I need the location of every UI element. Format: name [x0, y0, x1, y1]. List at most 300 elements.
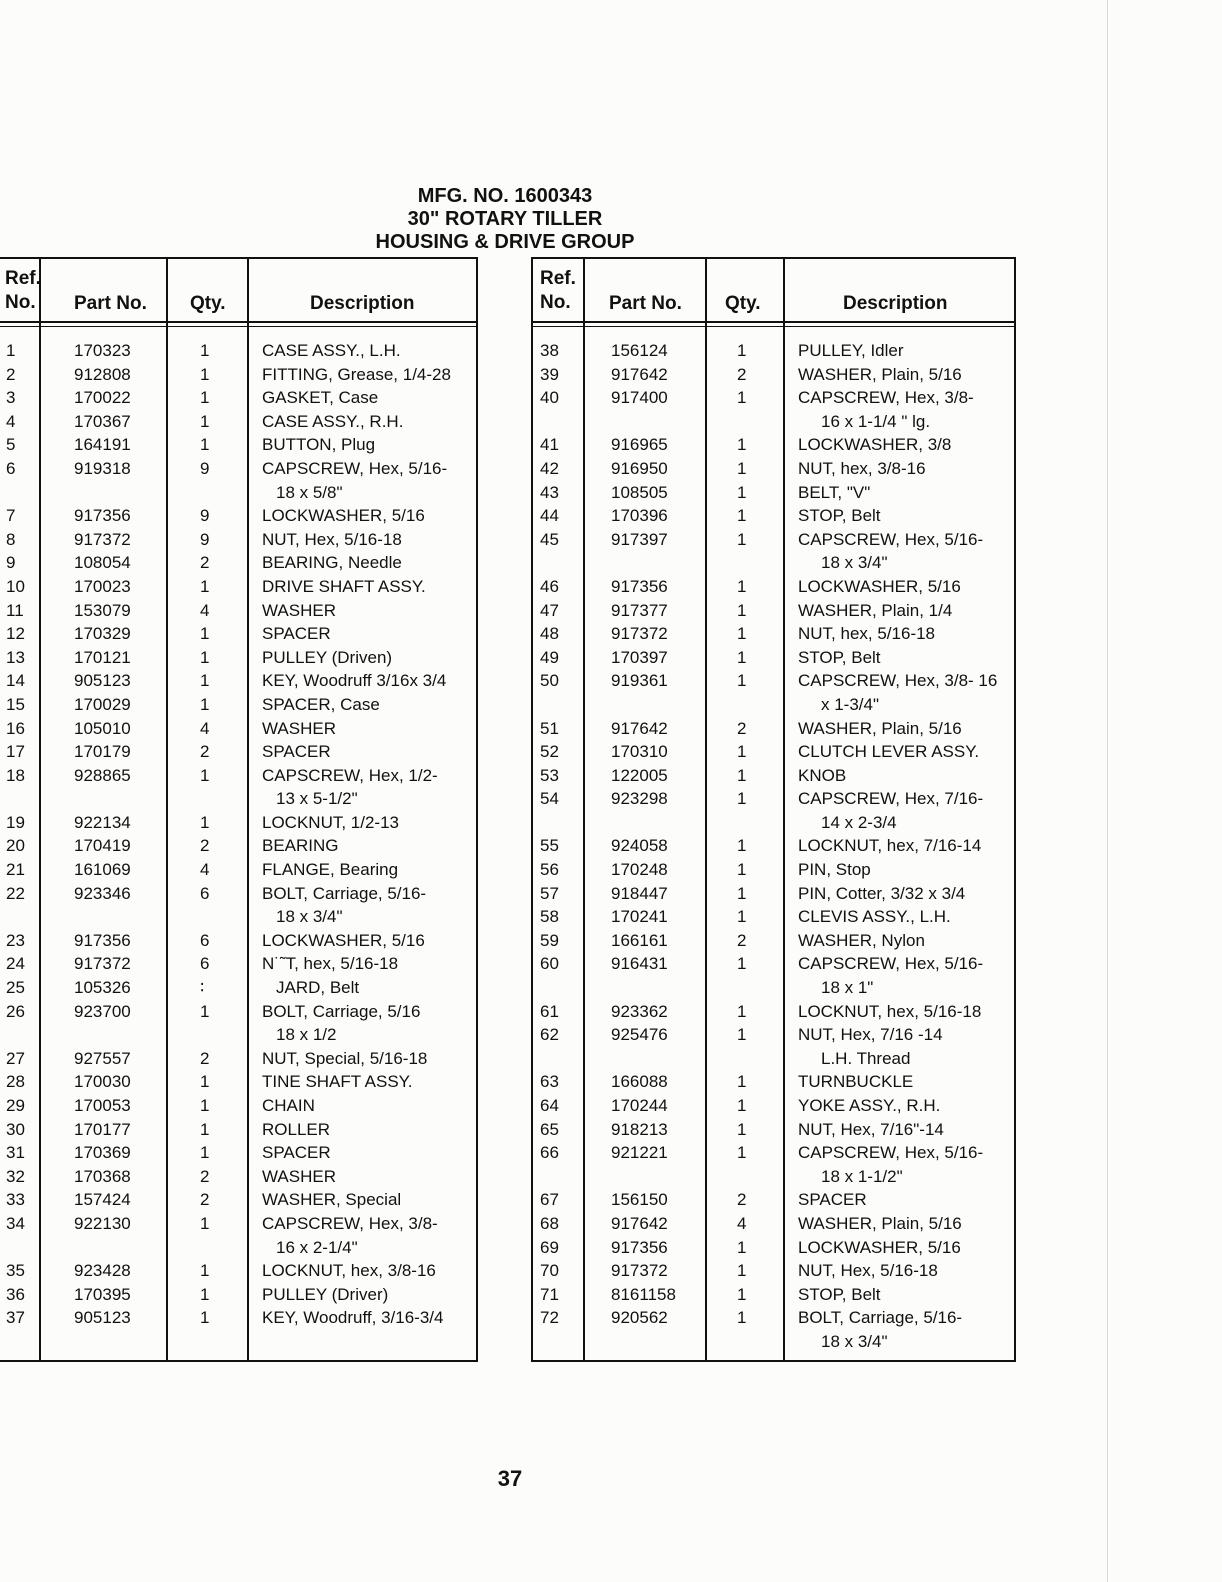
part-number: 916965: [611, 435, 668, 455]
description: CASE ASSY., L.H.: [262, 341, 401, 360]
table-row: [0, 599, 476, 623]
table-row: [0, 363, 476, 387]
quantity: 6: [200, 930, 210, 950]
table-row: [0, 882, 476, 906]
table-row: [0, 669, 476, 693]
table-row: [533, 575, 1014, 599]
part-number: 156124: [611, 341, 668, 360]
ref-number: 59: [540, 930, 559, 950]
quantity: 2: [737, 718, 747, 738]
table-row: [533, 1141, 1014, 1165]
ref-number: 69: [540, 1237, 559, 1257]
description: PIN, Cotter, 3/32 x 3/4: [798, 883, 966, 903]
quantity: 1: [737, 789, 747, 809]
description: STOP, Belt: [798, 647, 881, 667]
col-header-part-no: Part No.: [74, 293, 147, 314]
part-number: 170395: [74, 1284, 131, 1304]
quantity: 1: [200, 671, 210, 691]
header-rule: [533, 321, 1014, 327]
table-row: [0, 457, 476, 481]
table-row: [533, 1330, 1014, 1354]
description: WASHER, Nylon: [798, 930, 925, 950]
table-row: [533, 1188, 1014, 1212]
quantity: 1: [737, 1096, 747, 1115]
ref-number: 36: [6, 1284, 25, 1304]
quantity: 1: [200, 694, 210, 714]
description: FLANGE, Bearing: [262, 860, 399, 880]
ref-number: 22: [6, 883, 25, 903]
table-row: [0, 1236, 476, 1260]
ref-number: 46: [540, 576, 559, 596]
ref-number: 68: [540, 1213, 559, 1233]
description: BEARING: [262, 836, 339, 856]
table-row: [0, 1212, 476, 1236]
ref-number: 18: [6, 765, 25, 785]
quantity: 1: [737, 671, 747, 691]
description: SPACER, Case: [262, 694, 380, 714]
description: KEY, Woodruff 3/16x 3/4: [262, 671, 447, 691]
part-number: 918447: [611, 883, 668, 903]
description: CAPSCREW, Hex, 1/2-: [262, 765, 438, 785]
description: BUTTON, Plug: [262, 435, 376, 455]
quantity: 1: [200, 1072, 210, 1092]
part-number: 917356: [74, 506, 131, 526]
description: 18 x 1-1/2": [821, 1166, 903, 1186]
description: PULLEY (Driven): [262, 647, 393, 667]
product-title: 30" ROTARY TILLER: [407, 208, 603, 230]
part-number: 921221: [611, 1143, 668, 1163]
description: WASHER: [262, 1166, 336, 1186]
part-number: 917642: [611, 1213, 668, 1233]
table-row: [0, 811, 476, 835]
table-row: [533, 457, 1014, 481]
table-row: [0, 1141, 476, 1165]
quantity: 1: [737, 1072, 747, 1092]
quantity: 1: [200, 411, 210, 431]
description: SPACER: [798, 1190, 867, 1210]
part-number: 923346: [74, 883, 131, 903]
quantity: 1: [737, 529, 747, 549]
quantity: 2: [200, 1048, 210, 1068]
ref-number: 71: [540, 1284, 559, 1304]
part-number: 170248: [611, 860, 668, 880]
part-number: 170179: [74, 742, 131, 762]
part-number: 157424: [74, 1190, 131, 1210]
description: CAPSCREW, Hex, 5/16-: [262, 458, 448, 478]
table-row: [533, 1283, 1014, 1307]
quantity: 1: [200, 435, 210, 455]
quantity: 1: [200, 388, 210, 408]
table-row: [0, 1188, 476, 1212]
table-row: [533, 787, 1014, 811]
quantity: 1: [737, 1119, 747, 1139]
description: LOCKWASHER, 5/16: [798, 1237, 961, 1257]
quantity: 1: [737, 836, 747, 856]
quantity: 2: [200, 836, 210, 856]
col-header-qty: Qty.: [725, 293, 761, 314]
ref-number: 64: [540, 1096, 559, 1115]
table-row: [0, 386, 476, 410]
table-row: [533, 386, 1014, 410]
quantity: 1: [200, 624, 210, 644]
group-title: HOUSING & DRIVE GROUP: [375, 231, 635, 253]
ref-number: 63: [540, 1072, 559, 1092]
table-row: [0, 1306, 476, 1330]
description: STOP, Belt: [798, 506, 881, 526]
description: L.H. Thread: [821, 1048, 911, 1068]
page-number: 37: [497, 1466, 523, 1491]
quantity: 1: [200, 1284, 210, 1304]
quantity: 1: [200, 364, 210, 384]
part-number: 905123: [74, 1308, 131, 1328]
table-row: [0, 504, 476, 528]
table-row: [0, 929, 476, 953]
ref-number: 26: [6, 1001, 25, 1021]
quantity: 1: [200, 1261, 210, 1281]
table-row: [0, 764, 476, 788]
description: JARD, Belt: [276, 978, 360, 998]
quantity: 1: [200, 765, 210, 785]
description: LOCKWASHER, 3/8: [798, 435, 952, 455]
ref-number: 44: [540, 506, 559, 526]
table-row: [0, 976, 476, 1000]
table-row: [533, 1023, 1014, 1047]
part-number: 170023: [74, 576, 131, 596]
table-row: [533, 1306, 1014, 1330]
table-row: [533, 693, 1014, 717]
description: LOCKNUT, 1/2-13: [262, 812, 399, 832]
ref-number: 60: [540, 954, 559, 974]
header-rule: [0, 321, 476, 327]
table-row: [0, 952, 476, 976]
quantity: 1: [737, 576, 747, 596]
ref-number: 38: [540, 341, 559, 360]
description: FITTING, Grease, 1/4-28: [262, 364, 451, 384]
table-row: [0, 1094, 476, 1118]
description: WASHER: [262, 600, 336, 620]
table-row: [533, 599, 1014, 623]
quantity: 1: [200, 1096, 210, 1115]
part-number: 108054: [74, 553, 131, 573]
ref-number: 7: [6, 506, 16, 526]
col-header-ref: Ref. No.: [5, 268, 41, 313]
scan-edge-line: [1107, 0, 1108, 1582]
part-number: 166088: [611, 1072, 668, 1092]
description: SPACER: [262, 1143, 331, 1163]
col-header-part-no: Part No.: [609, 293, 682, 314]
table-row: [0, 740, 476, 764]
ref-number: 47: [540, 600, 559, 620]
description: SPACER: [262, 624, 331, 644]
part-number: 170329: [74, 624, 131, 644]
table-row: [0, 693, 476, 717]
ref-number: 50: [540, 671, 559, 691]
part-number: 917372: [611, 624, 668, 644]
quantity: 1: [737, 954, 747, 974]
description: 18 x 1/2: [276, 1025, 337, 1045]
ref-number: 55: [540, 836, 559, 856]
table-row: [0, 551, 476, 575]
part-number: 170419: [74, 836, 131, 856]
table-row: [533, 551, 1014, 575]
col-header-description: Description: [843, 293, 948, 314]
description: CAPSCREW, Hex, 3/8- 16: [798, 671, 998, 691]
ref-number: 16: [6, 718, 25, 738]
description: NUT, Hex, 5/16-18: [798, 1261, 938, 1281]
part-number: 164191: [74, 435, 131, 455]
ref-number: 41: [540, 435, 559, 455]
ref-number: 53: [540, 765, 559, 785]
description: BELT, "V": [798, 482, 871, 502]
ref-number: 61: [540, 1001, 559, 1021]
description: WASHER, Special: [262, 1190, 402, 1210]
table-row: [533, 764, 1014, 788]
part-number: 923298: [611, 789, 668, 809]
table-row: [0, 410, 476, 434]
quantity: 1: [737, 1261, 747, 1281]
description: 16 x 2-1/4": [276, 1237, 358, 1257]
part-number: 156150: [611, 1190, 668, 1210]
ref-number: 17: [6, 742, 25, 762]
description: 18 x 3/4": [821, 1331, 888, 1351]
table-row: [0, 481, 476, 505]
part-number: 105010: [74, 718, 131, 738]
quantity: 1: [200, 1001, 210, 1021]
table-row: [533, 481, 1014, 505]
part-number: 170053: [74, 1096, 131, 1115]
part-number: 170310: [611, 742, 668, 762]
part-number: 917642: [611, 364, 668, 384]
description: BOLT, Carriage, 5/16: [262, 1001, 421, 1021]
part-number: 918213: [611, 1119, 668, 1139]
description: BOLT, Carriage, 5/16-: [262, 883, 427, 903]
quantity: 1: [737, 458, 747, 478]
left-rows: [0, 339, 476, 1330]
table-row: [0, 1283, 476, 1307]
quantity: 2: [737, 930, 747, 950]
quantity: 1: [200, 576, 210, 596]
ref-number: 48: [540, 624, 559, 644]
part-number: 170397: [611, 647, 668, 667]
table-row: [533, 1047, 1014, 1071]
part-number: 917372: [74, 954, 131, 974]
description: LOCKNUT, hex, 5/16-18: [798, 1001, 982, 1021]
part-number: 170368: [74, 1166, 131, 1186]
ref-number: 62: [540, 1025, 559, 1045]
quantity: 2: [737, 1190, 747, 1210]
ref-number: 34: [6, 1213, 25, 1233]
quantity: 6: [200, 883, 210, 903]
table-row: [533, 905, 1014, 929]
description: LOCKNUT, hex, 7/16-14: [798, 836, 982, 856]
table-row: [533, 646, 1014, 670]
table-row: [533, 834, 1014, 858]
quantity: 9: [200, 529, 210, 549]
table-row: [0, 1023, 476, 1047]
part-number: 170396: [611, 506, 668, 526]
ref-number: 65: [540, 1119, 559, 1139]
description: CAPSCREW, Hex, 7/16-: [798, 789, 984, 809]
table-row: [0, 575, 476, 599]
part-number: 170029: [74, 694, 131, 714]
table-row: [533, 1094, 1014, 1118]
ref-number: 70: [540, 1261, 559, 1281]
description: CASE ASSY., R.H.: [262, 411, 404, 431]
part-number: 161069: [74, 860, 131, 880]
table-row: [533, 811, 1014, 835]
ref-number: 21: [6, 860, 25, 880]
part-number: 919361: [611, 671, 668, 691]
part-number: 166161: [611, 930, 668, 950]
col-header-ref: Ref. No.: [540, 268, 576, 313]
quantity: 1: [200, 812, 210, 832]
ref-number: 27: [6, 1048, 25, 1068]
ref-number: 67: [540, 1190, 559, 1210]
description: ROLLER: [262, 1119, 331, 1139]
description: CAPSCREW, Hex, 5/16-: [798, 529, 984, 549]
table-row: [533, 1118, 1014, 1142]
quantity: 1: [737, 1284, 747, 1304]
ref-number: 12: [6, 624, 25, 644]
ref-number: 45: [540, 529, 559, 549]
ref-number: 1: [6, 341, 16, 360]
part-number: 153079: [74, 600, 131, 620]
part-number: 912808: [74, 364, 131, 384]
table-row: [0, 905, 476, 929]
quantity: 1: [737, 506, 747, 526]
part-number: 922130: [74, 1213, 131, 1233]
description: CLUTCH LEVER ASSY.: [798, 742, 980, 762]
description: 18 x 3/4": [821, 553, 888, 573]
table-row: [0, 787, 476, 811]
ref-number: 37: [6, 1308, 25, 1328]
description: LOCKNUT, hex, 3/8-16: [262, 1261, 436, 1281]
table-row: [0, 1070, 476, 1094]
quantity: 2: [200, 1166, 210, 1186]
quantity: 6: [200, 954, 210, 974]
quantity: 1: [737, 1237, 747, 1257]
quantity: 4: [200, 718, 210, 738]
page-header: [360, 185, 650, 254]
description: YOKE ASSY., R.H.: [798, 1096, 941, 1115]
description: 18 x 1": [821, 978, 874, 998]
mfg-number: MFG. NO. 1600343: [417, 185, 593, 207]
table-row: [533, 929, 1014, 953]
part-number: 170369: [74, 1143, 131, 1163]
quantity: 2: [200, 553, 210, 573]
description: WASHER: [262, 718, 336, 738]
part-number: 928865: [74, 765, 131, 785]
table-row: [0, 834, 476, 858]
table-row: [0, 1000, 476, 1024]
table-row: [533, 882, 1014, 906]
table-row: [533, 1165, 1014, 1189]
description: NUT, Hex, 5/16-18: [262, 529, 402, 549]
description: GASKET, Case: [262, 388, 379, 408]
description: NUT, hex, 5/16-18: [798, 624, 936, 644]
description: LOCKWASHER, 5/16: [262, 506, 425, 526]
description: CAPSCREW, Hex, 5/16-: [798, 1143, 984, 1163]
part-number: 170030: [74, 1072, 131, 1092]
quantity: 1: [737, 624, 747, 644]
description: BOLT, Carriage, 5/16-: [798, 1308, 963, 1328]
table-row: [0, 1047, 476, 1071]
ref-number: 52: [540, 742, 559, 762]
description: LOCKWASHER, 5/16: [798, 576, 961, 596]
ref-number: 42: [540, 458, 559, 478]
table-row: [0, 528, 476, 552]
description: NUT, Hex, 7/16 -14: [798, 1025, 943, 1045]
ref-number: 40: [540, 388, 559, 408]
part-number: 170022: [74, 388, 131, 408]
ref-number: 24: [6, 954, 25, 974]
table-row: [0, 433, 476, 457]
table-row: [533, 1070, 1014, 1094]
ref-number: 11: [6, 600, 24, 620]
right-rows: [533, 339, 1014, 1354]
description: WASHER, Plain, 1/4: [798, 600, 953, 620]
quantity: 1: [737, 883, 747, 903]
part-number: 905123: [74, 671, 131, 691]
table-row: [533, 1000, 1014, 1024]
part-number: 924058: [611, 836, 668, 856]
part-number: 8161158: [611, 1284, 676, 1304]
part-number: 170121: [74, 647, 131, 667]
parts-table-right: [531, 257, 1016, 1362]
quantity: 1: [200, 1143, 210, 1163]
part-number: 922134: [74, 812, 131, 832]
part-number: 170367: [74, 411, 131, 431]
quantity: 1: [737, 600, 747, 620]
table-row: [0, 717, 476, 741]
part-number: 917397: [611, 529, 668, 549]
table-row: [533, 952, 1014, 976]
description: NUT, Hex, 7/16"-14: [798, 1119, 944, 1139]
description: PULLEY, Idler: [798, 341, 904, 360]
part-number: 916950: [611, 458, 668, 478]
table-row: [0, 339, 476, 363]
description: CAPSCREW, Hex, 3/8-: [798, 388, 974, 408]
ref-number: 6: [6, 458, 16, 478]
description: TINE SHAFT ASSY.: [262, 1072, 413, 1092]
description: WASHER, Plain, 5/16: [798, 1213, 962, 1233]
parts-table-left: [0, 257, 478, 1362]
ref-number: 23: [6, 930, 25, 950]
description: KEY, Woodruff, 3/16-3/4: [262, 1308, 444, 1328]
quantity: 1: [737, 765, 747, 785]
part-number: 917642: [611, 718, 668, 738]
description: WASHER, Plain, 5/16: [798, 364, 962, 384]
table-row: [533, 622, 1014, 646]
part-number: 170323: [74, 341, 131, 360]
quantity: 1: [737, 1308, 747, 1328]
description: 18 x 3/4": [276, 907, 343, 927]
part-number: 919318: [74, 458, 131, 478]
ref-number: 29: [6, 1096, 25, 1115]
description: PIN, Stop: [798, 860, 871, 880]
ref-number: 30: [6, 1119, 25, 1139]
ref-number: 35: [6, 1261, 25, 1281]
description: CLEVIS ASSY., L.H.: [798, 907, 951, 927]
ref-number: 5: [6, 435, 16, 455]
quantity: 4: [200, 860, 210, 880]
part-number: 917377: [611, 600, 668, 620]
description: STOP, Belt: [798, 1284, 881, 1304]
quantity: 1: [200, 1119, 210, 1139]
part-number: 170241: [611, 907, 668, 927]
quantity: 1: [737, 907, 747, 927]
quantity: 2: [200, 1190, 210, 1210]
